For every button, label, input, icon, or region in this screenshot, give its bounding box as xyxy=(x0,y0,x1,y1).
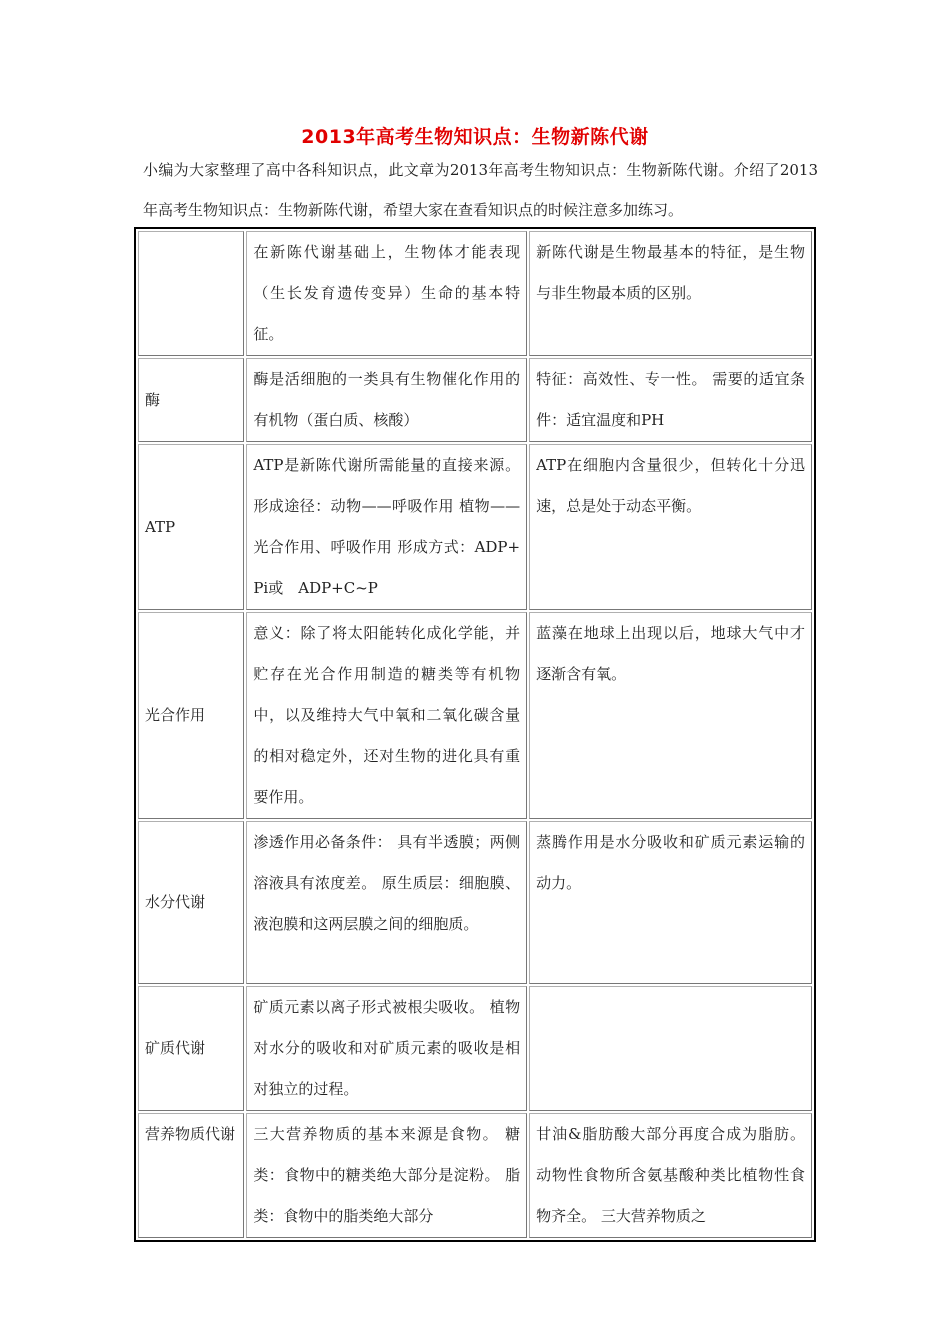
row-content: 意义：除了将太阳能转化成化学能，并贮存在光合作用制造的糖类等有机物中，以及维持大气中氧和二氧化碳含量的相对稳定外，还对生物的进化具有重要作用。 xyxy=(246,612,527,819)
table-row xyxy=(138,231,812,356)
row-label: 水分代谢 xyxy=(138,821,244,984)
row-note: 甘油&脂肪酸大部分再度合成为脂肪。 动物性食物所含氨基酸种类比植物性食物齐全。 三大营养物质之 xyxy=(529,1113,812,1238)
row-content: 三大营养物质的基本来源是食物。 糖类：食物中的糖类绝大部分是淀粉。 脂类：食物中的脂类绝大部分 xyxy=(246,1113,527,1238)
table-row xyxy=(138,444,812,610)
table-row xyxy=(138,986,812,1111)
table-row xyxy=(138,612,812,819)
row-label: 光合作用 xyxy=(138,612,244,819)
page-title: 2013年高考生物知识点：生物新陈代谢 xyxy=(301,126,649,148)
row-label: 矿质代谢 xyxy=(138,986,244,1111)
row-label: 营养物质代谢 xyxy=(138,1113,244,1238)
row-content: 酶是活细胞的一类具有生物催化作用的有机物（蛋白质、核酸） xyxy=(246,358,527,442)
row-label: ATP xyxy=(138,444,244,610)
table-row xyxy=(138,821,812,984)
table-row xyxy=(138,358,812,442)
row-label xyxy=(138,231,244,356)
row-note: 新陈代谢是生物最基本的特征，是生物与非生物最本质的区别。 xyxy=(529,231,812,356)
row-note: 蓝藻在地球上出现以后，地球大气中才逐渐含有氧。 xyxy=(529,612,812,819)
table-row xyxy=(138,1113,812,1238)
row-note xyxy=(529,986,812,1111)
row-content: 渗透作用必备条件： 具有半透膜；两侧溶液具有浓度差。 原生质层：细胞膜、液泡膜和这两层膜之间的细胞质。 xyxy=(246,821,527,984)
row-content: 矿质元素以离子形式被根尖吸收。 植物对水分的吸收和对矿质元素的吸收是相对独立的过程。 xyxy=(246,986,527,1111)
row-note: 特征：高效性、专一性。 需要的适宜条件：适宜温度和PH xyxy=(529,358,812,442)
row-note: 蒸腾作用是水分吸收和矿质元素运输的动力。 xyxy=(529,821,812,984)
row-content: ATP是新陈代谢所需能量的直接来源。 形成途径：动物——呼吸作用 植物——光合作用、呼吸作用 形成方式：ADP+Pi或 ADP+C~P xyxy=(246,444,527,610)
row-content: 在新陈代谢基础上，生物体才能表现（生长发育遗传变异）生命的基本特征。 xyxy=(246,231,527,356)
intro-paragraph: 小编为大家整理了高中各科知识点，此文章为2013年高考生物知识点：生物新陈代谢。介绍了2013年高考生物知识点：生物新陈代谢，希望大家在查看知识点的时候注意多加练习。 xyxy=(143,161,818,219)
row-note: ATP在细胞内含量很少，但转化十分迅速，总是处于动态平衡。 xyxy=(529,444,812,610)
row-label: 酶 xyxy=(138,358,244,442)
knowledge-table xyxy=(134,227,816,1242)
